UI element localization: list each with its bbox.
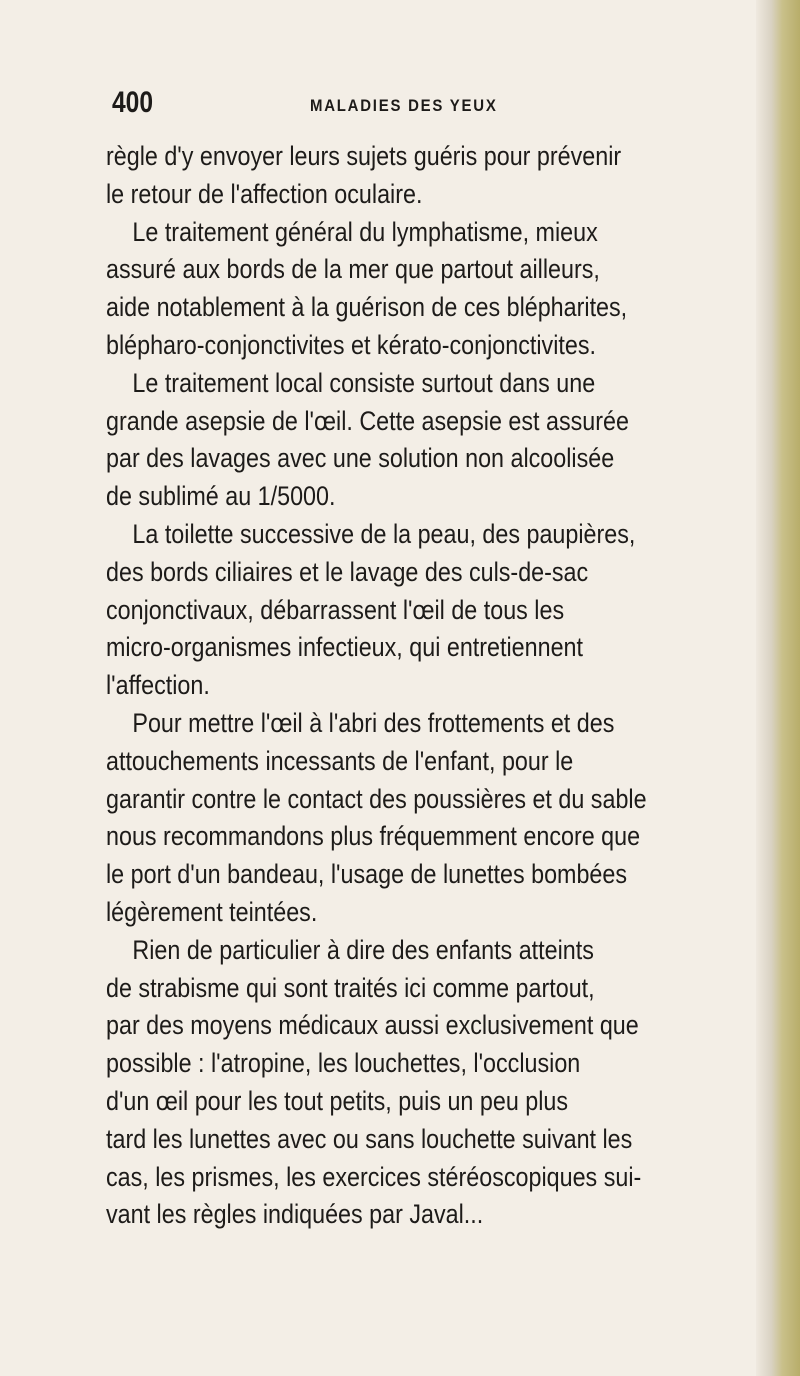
text-line: vant les règles indiquées par Javal... (106, 1199, 484, 1230)
text-line: Rien de particulier à dire des enfants atteints (132, 934, 594, 965)
text-line: conjonctivaux, débarrassent l'œil de tous les (106, 594, 565, 625)
text-line: d'un œil pour les tout petits, puis un peu plus (106, 1085, 569, 1116)
page-number: 400 (112, 86, 154, 119)
text-line: Pour mettre l'œil à l'abri des frottements et des (132, 707, 615, 738)
text-line: La toilette successive de la peau, des paupières, (132, 518, 636, 549)
text-line: garantir contre le contact des poussières et du sable (106, 783, 647, 814)
text-line: assuré aux bords de la mer que partout ailleurs, (106, 254, 600, 285)
text-line: Le traitement local consiste surtout dans une (132, 367, 596, 398)
text-line: par des lavages avec une solution non alcoolisée (106, 443, 615, 474)
text-line: des bords ciliaires et le lavage des culs-de-sac (106, 556, 589, 587)
text-line: légèrement teintées. (106, 896, 318, 927)
text-line: attouchements incessants de l'enfant, pour le (106, 745, 574, 776)
text-line: nous recommandons plus fréquemment encore que (106, 821, 641, 852)
text-line: tard les lunettes avec ou sans louchette suivant les (106, 1123, 633, 1154)
text-line: micro-organismes infectieux, qui entretiennent (106, 632, 584, 663)
text-line: le retour de l'affection oculaire. (106, 178, 423, 209)
text-line: possible : l'atropine, les louchettes, l'occlusion (106, 1048, 581, 1079)
body-text (106, 138, 800, 1234)
text-line: par des moyens médicaux aussi exclusivement que (106, 1010, 639, 1041)
running-title: MALADIES DES YEUX (310, 96, 498, 115)
text-line: règle d'y envoyer leurs sujets guéris pour prévenir (106, 141, 622, 171)
text-line: de strabisme qui sont traités ici comme partout, (106, 972, 595, 1003)
text-line: cas, les prismes, les exercices stéréoscopiques sui- (106, 1161, 642, 1192)
text-line: le port d'un bandeau, l'usage de lunettes bombées (106, 859, 628, 890)
text-line: blépharo-conjonctivites et kérato-conjonctivites. (106, 329, 596, 360)
text-line: aide notablement à la guérison de ces blépharites, (106, 292, 628, 323)
text-line: de sublimé au 1/5000. (106, 481, 336, 512)
text-line: l'affection. (106, 670, 210, 701)
text-line: Le traitement général du lymphatisme, mieux (132, 216, 598, 247)
text-line: grande asepsie de l'œil. Cette asepsie est assurée (106, 405, 629, 436)
page-header (112, 86, 752, 126)
